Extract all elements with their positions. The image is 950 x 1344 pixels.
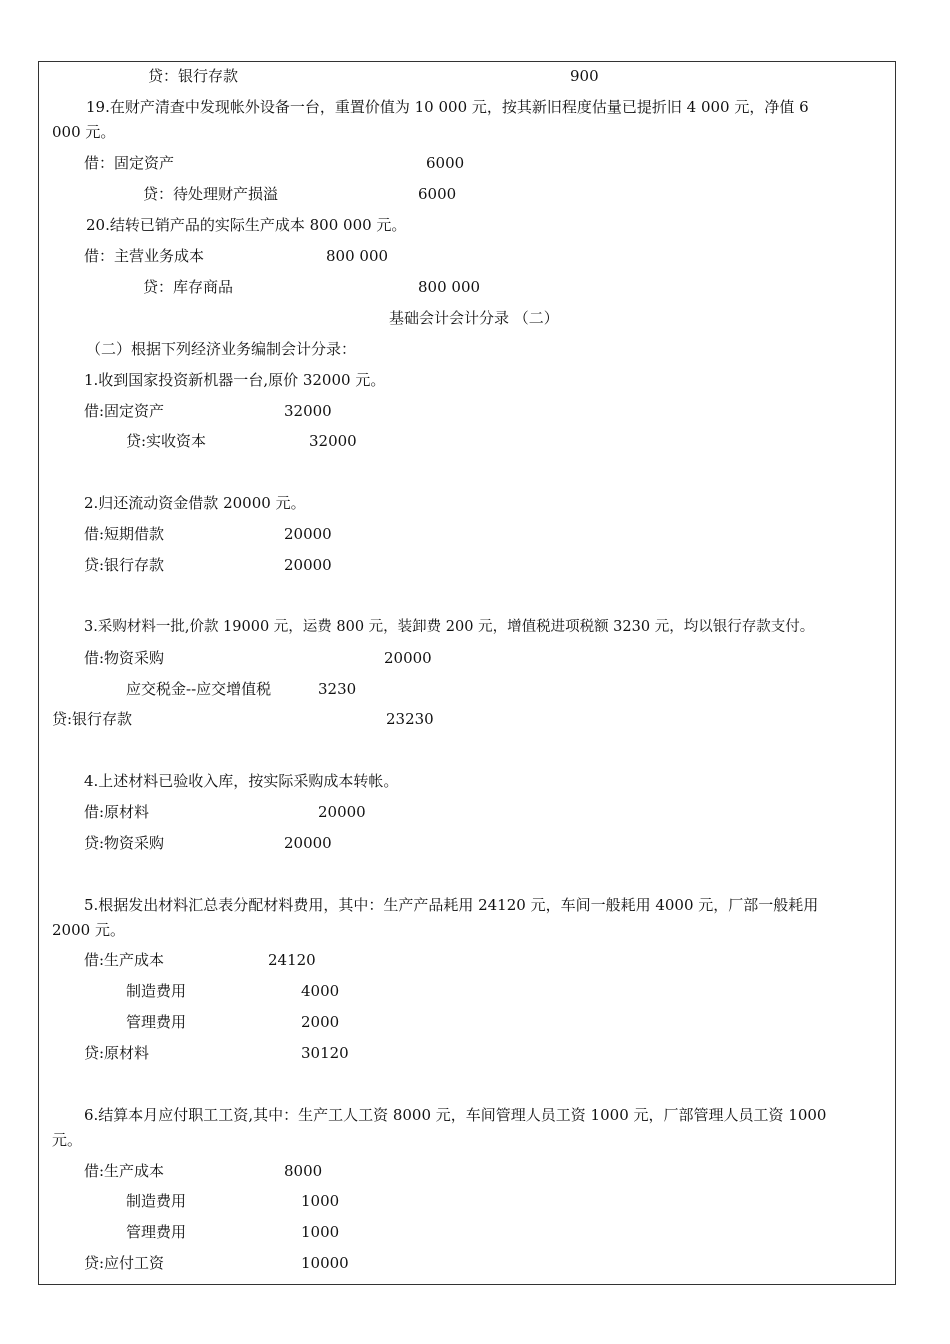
entry-amount: 20000 <box>284 525 332 543</box>
entry-account: 借:生产成本 <box>84 951 165 969</box>
entry-account: 管理费用 <box>126 1013 187 1031</box>
question-text: 20.结转已销产品的实际生产成本 800 000 元。 <box>86 216 407 234</box>
entry-account: 制造费用 <box>126 1192 187 1210</box>
entry-account: 借:固定资产 <box>84 402 165 420</box>
entry-account: 贷:原材料 <box>84 1044 150 1062</box>
entry-amount: 6000 <box>426 154 465 172</box>
entry-account: 贷：待处理财产损溢 <box>143 185 279 203</box>
entry-account: 应交税金--应交增值税 <box>126 680 272 698</box>
question-text: 000 元。 <box>52 123 116 141</box>
entry-account: 借:短期借款 <box>84 525 165 543</box>
question-text: 2000 元。 <box>52 921 125 939</box>
entry-account: 贷:银行存款 <box>52 710 133 728</box>
entry-amount: 1000 <box>301 1223 340 1241</box>
entry-amount: 8000 <box>284 1162 323 1180</box>
entry-amount: 20000 <box>284 834 332 852</box>
entry-account: 制造费用 <box>126 982 187 1000</box>
question-text: 4.上述材料已验收入库，按实际采购成本转帐。 <box>84 772 399 790</box>
entry-amount: 10000 <box>301 1254 349 1272</box>
entry-amount: 30120 <box>301 1044 349 1062</box>
entry-account: 贷:应付工资 <box>84 1254 165 1272</box>
entry-amount: 4000 <box>301 982 340 1000</box>
entry-account: 借:原材料 <box>84 803 150 821</box>
question-text: 19.在财产清查中发现帐外设备一台，重置价值为 10 000 元，按其新旧程度估量已提折旧 4 000 元，净值 6 <box>86 98 809 116</box>
question-text: 元。 <box>52 1131 83 1149</box>
entry-account: 贷：银行存款 <box>148 67 239 85</box>
entry-amount: 32000 <box>309 432 357 450</box>
question-text: 6.结算本月应付职工工资,其中：生产工人工资 8000 元，车间管理人员工资 1000 元，厂部管理人员工资 1000 <box>84 1106 827 1124</box>
entry-amount: 6000 <box>418 185 457 203</box>
entry-account: 贷:银行存款 <box>84 556 165 574</box>
entry-amount: 800 000 <box>326 247 389 265</box>
entry-amount: 24120 <box>268 951 316 969</box>
entry-account: 借：主营业务成本 <box>84 247 205 265</box>
entry-amount: 20000 <box>384 649 432 667</box>
entry-amount: 23230 <box>386 710 434 728</box>
entry-account: 贷:实收资本 <box>126 432 207 450</box>
entry-amount: 3230 <box>318 680 357 698</box>
entry-amount: 2000 <box>301 1013 340 1031</box>
entry-amount: 32000 <box>284 402 332 420</box>
document-frame <box>38 61 896 1285</box>
entry-account: 管理费用 <box>126 1223 187 1241</box>
entry-account: 借：固定资产 <box>84 154 175 172</box>
entry-amount: 20000 <box>284 556 332 574</box>
entry-account: 借:生产成本 <box>84 1162 165 1180</box>
entry-account: 贷:物资采购 <box>84 834 165 852</box>
question-text: 3.采购材料一批,价款 19000 元，运费 800 元，装卸费 200 元，增值税进项税额 3230 元，均以银行存款支付。 <box>84 619 815 635</box>
question-text: 5.根据发出材料汇总表分配材料费用，其中：生产产品耗用 24120 元，车间一般耗用 4000 元，厂部一般耗用 <box>84 896 819 914</box>
section-title: 基础会计会计分录 （二） <box>389 309 559 327</box>
entry-account: 贷：库存商品 <box>143 278 234 296</box>
entry-amount: 20000 <box>318 803 366 821</box>
intro-text: （二）根据下列经济业务编制会计分录： <box>86 340 357 358</box>
entry-amount: 900 <box>570 67 599 85</box>
entry-amount: 800 000 <box>418 278 481 296</box>
question-text: 2.归还流动资金借款 20000 元。 <box>84 494 306 512</box>
entry-amount: 1000 <box>301 1192 340 1210</box>
question-text: 1.收到国家投资新机器一台,原价 32000 元。 <box>84 371 386 389</box>
entry-account: 借:物资采购 <box>84 649 165 667</box>
